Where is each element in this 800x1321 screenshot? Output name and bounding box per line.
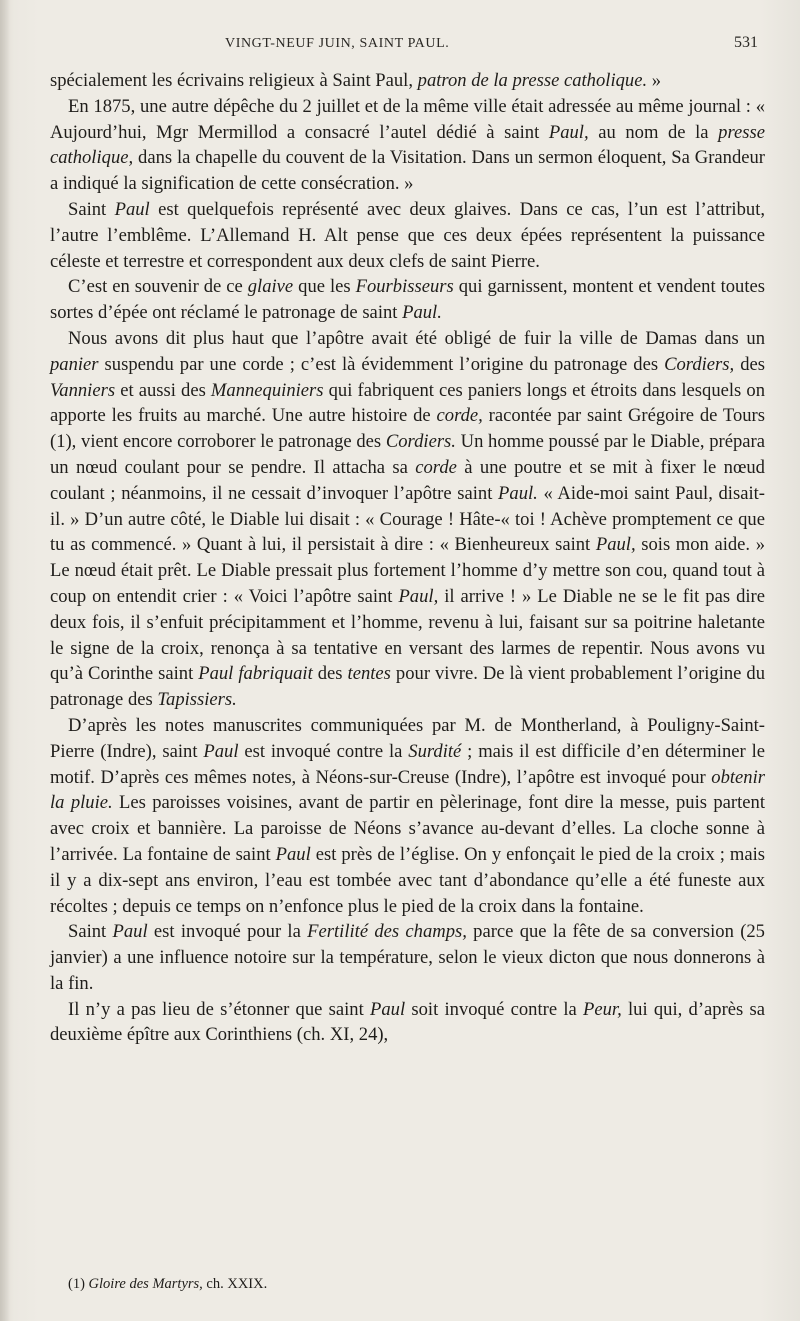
text-run: suspendu par une corde ; c’est là évidemment l’origine du patronage des — [98, 353, 665, 375]
text-run: ; mais il est difficile d’en déterminer le motif. D’après ces mêmes notes, à Néons-sur-Creuse (Indre), l’apôtre est invoqué pour — [50, 740, 765, 788]
text-run: Les paroisses voisines, avant de partir en pèlerinage, font dire la messe, puis partent avec croix et bannière. La paroisse de Néons s’avance au-devant d’elles. La cloche sonne à l’arrivée. La fontaine de saint — [50, 792, 765, 865]
footnote-source-title: Gloire des Martyrs, — [88, 1276, 203, 1292]
footnote-marker: (1) — [68, 1276, 89, 1292]
text-run: » — [647, 70, 662, 91]
text-run: racontée par saint Grégoire de Tours (1), vient encore corroborer le patronage des — [50, 405, 765, 453]
italic-run: Tapissiers. — [157, 689, 237, 711]
paragraph-2 — [50, 94, 765, 197]
paragraph-4 — [50, 274, 765, 326]
text-run: au nom de la — [588, 121, 719, 143]
text-run: lui qui, d’après sa deuxième épître aux Corinthiens (ch. XI, 24), — [50, 998, 765, 1046]
italic-run: panier — [50, 353, 99, 375]
text-run: qui fabriquent ces paniers longs et étroits dans lesquels on apporte les fruits au marché. Une autre histoire de — [50, 379, 765, 427]
italic-run: Paul — [275, 843, 311, 865]
paragraph-5 — [50, 326, 765, 713]
text-run: soit invoqué contre la — [405, 998, 584, 1020]
text-run: Un homme poussé par le Diable, prépara un nœud coulant pour se pendre. Il attacha sa — [50, 431, 766, 478]
text-run: des — [734, 353, 765, 375]
text-run: Il n’y a pas lieu de s’étonner que saint — [68, 998, 370, 1020]
text-run: des — [312, 663, 348, 685]
text-run: parce que la fête de sa conversion (25 janvier) a une influence notoire sur la température, selon le vieux dicton que nous donnerons à la fin. — [50, 921, 765, 994]
text-run: D’après les notes manuscrites communiquées par M. de Montherland, à Pouligny-Saint-Pierre (Indre), saint — [50, 714, 765, 762]
text-run: Saint — [68, 198, 115, 220]
text-run: à une poutre et se mit à fixer le nœud coulant ; néanmoins, il ne cessait d’invoquer l’apôtre saint — [50, 456, 765, 504]
binding-shadow — [0, 0, 10, 1321]
footnote-chapter: ch. XXIX. — [202, 1276, 268, 1292]
italic-run: Paul, — [548, 121, 589, 143]
paragraph-6 — [50, 713, 765, 919]
italic-run: Paul. — [402, 302, 442, 324]
running-title: VINGT-NEUF JUIN, SAINT PAUL. — [225, 36, 450, 51]
text-run: pour vivre. De là vient probablement l’origine du patronage des — [50, 663, 766, 711]
italic-run: Paul — [370, 998, 406, 1020]
text-run: est invoqué pour la — [147, 921, 308, 943]
text-run: qui garnissent, montent et vendent toutes sortes d’épée ont réclamé le patronage de saint — [50, 276, 765, 324]
italic-run: Paul, — [398, 585, 439, 607]
text-run: est près de l’église. On y enfonçait le pied de la croix ; mais il y a dix-sept ans environ, l’eau est tombée avec tant d’abondance qu’elle a été funeste aux récoltes ; depuis ce temps on n’enfonce plus le pied de la croix dans la fontaine. — [50, 843, 765, 917]
paragraph-3 — [50, 197, 765, 274]
text-run: sois mon aide. » Le nœud était prêt. Le Diable pressait plus fortement l’homme d’y mettre son cou, quand tout à coup on entendit crier : « Voici l’apôtre saint — [50, 534, 765, 607]
italic-run: Vanniers — [50, 379, 116, 401]
body-text — [50, 68, 765, 1048]
text-run: Saint — [68, 921, 113, 943]
italic-run: tentes — [347, 663, 391, 685]
italic-run: obtenir la pluie. — [50, 766, 765, 814]
text-run: « Aide-moi saint Paul, disait-il. » D’un autre côté, le Diable lui disait : « Courage ! Hâte-« toi ! Achève promptement ce que tu as commencé. » Quant à lui, il persistait à dire : « Bienheureux saint — [50, 482, 765, 556]
running-head — [0, 32, 800, 56]
text-run: et aussi des — [115, 379, 211, 401]
italic-run: corde, — [436, 405, 483, 427]
italic-run: corde — [415, 456, 457, 478]
text-run: il arrive ! » Le Diable ne se le fit pas dire deux fois, il s’enfuit précipitamment et l’homme, revenu à lui, faisant sur sa poitrine haletante le signe de la croix, renonça à sa tentative en versant des larmes de repentir. Nous avons vu qu’à Corinthe saint — [50, 585, 765, 685]
italic-run: presse catholique, — [50, 121, 765, 169]
italic-run: Paul, — [595, 534, 636, 556]
text-run: Nous avons dit plus haut que l’apôtre avait été obligé de fuir la ville de Damas dans un — [68, 327, 765, 349]
italic-run: Peur, — [583, 998, 622, 1020]
italic-run: Cordiers, — [664, 353, 735, 375]
text-run: C’est en souvenir de ce — [68, 276, 248, 298]
paragraph-8 — [50, 997, 765, 1049]
italic-run: patron de la presse catholique. — [417, 70, 648, 91]
text-run: est quelquefois représenté avec deux glaives. Dans ce cas, l’un est l’attribut, l’autre l’emblême. L’Allemand H. Alt pense que ces deux épées représentent la puissance céleste et terrestre et correspondent aux deux clefs de saint Pierre. — [50, 198, 766, 272]
italic-run: Fourbisseurs — [355, 276, 454, 298]
paragraph-1 — [50, 68, 765, 94]
text-run: En 1875, une autre dépêche du 2 juillet et de la même ville était adressée au même journal : « Aujourd’hui, Mgr Mermillod a consacré l’autel dédié à saint — [50, 95, 765, 143]
text-run: que les — [293, 276, 356, 298]
italic-run: Paul. — [498, 482, 538, 504]
italic-run: Paul — [203, 740, 239, 762]
italic-run: Cordiers. — [385, 431, 456, 453]
text-run: est invoqué contre la — [238, 740, 409, 762]
italic-run: glaive — [247, 276, 294, 298]
italic-run: Mannequiniers — [210, 379, 324, 401]
text-run: spécialement les écrivains religieux à Saint Paul, — [50, 70, 418, 91]
italic-run: Paul — [114, 198, 150, 220]
page-number: 531 — [734, 34, 758, 51]
text-run: dans la chapelle du couvent de la Visitation. Dans un sermon éloquent, Sa Grandeur a indiqué la signification de cette consécration. » — [50, 147, 765, 195]
italic-run: Paul — [112, 921, 148, 943]
italic-run: Surdité — [408, 740, 462, 762]
italic-run: Paul fabriquait — [198, 663, 313, 685]
italic-run: Fertilité des champs, — [307, 921, 467, 943]
paragraph-7 — [50, 919, 765, 996]
footnote — [68, 1275, 748, 1293]
